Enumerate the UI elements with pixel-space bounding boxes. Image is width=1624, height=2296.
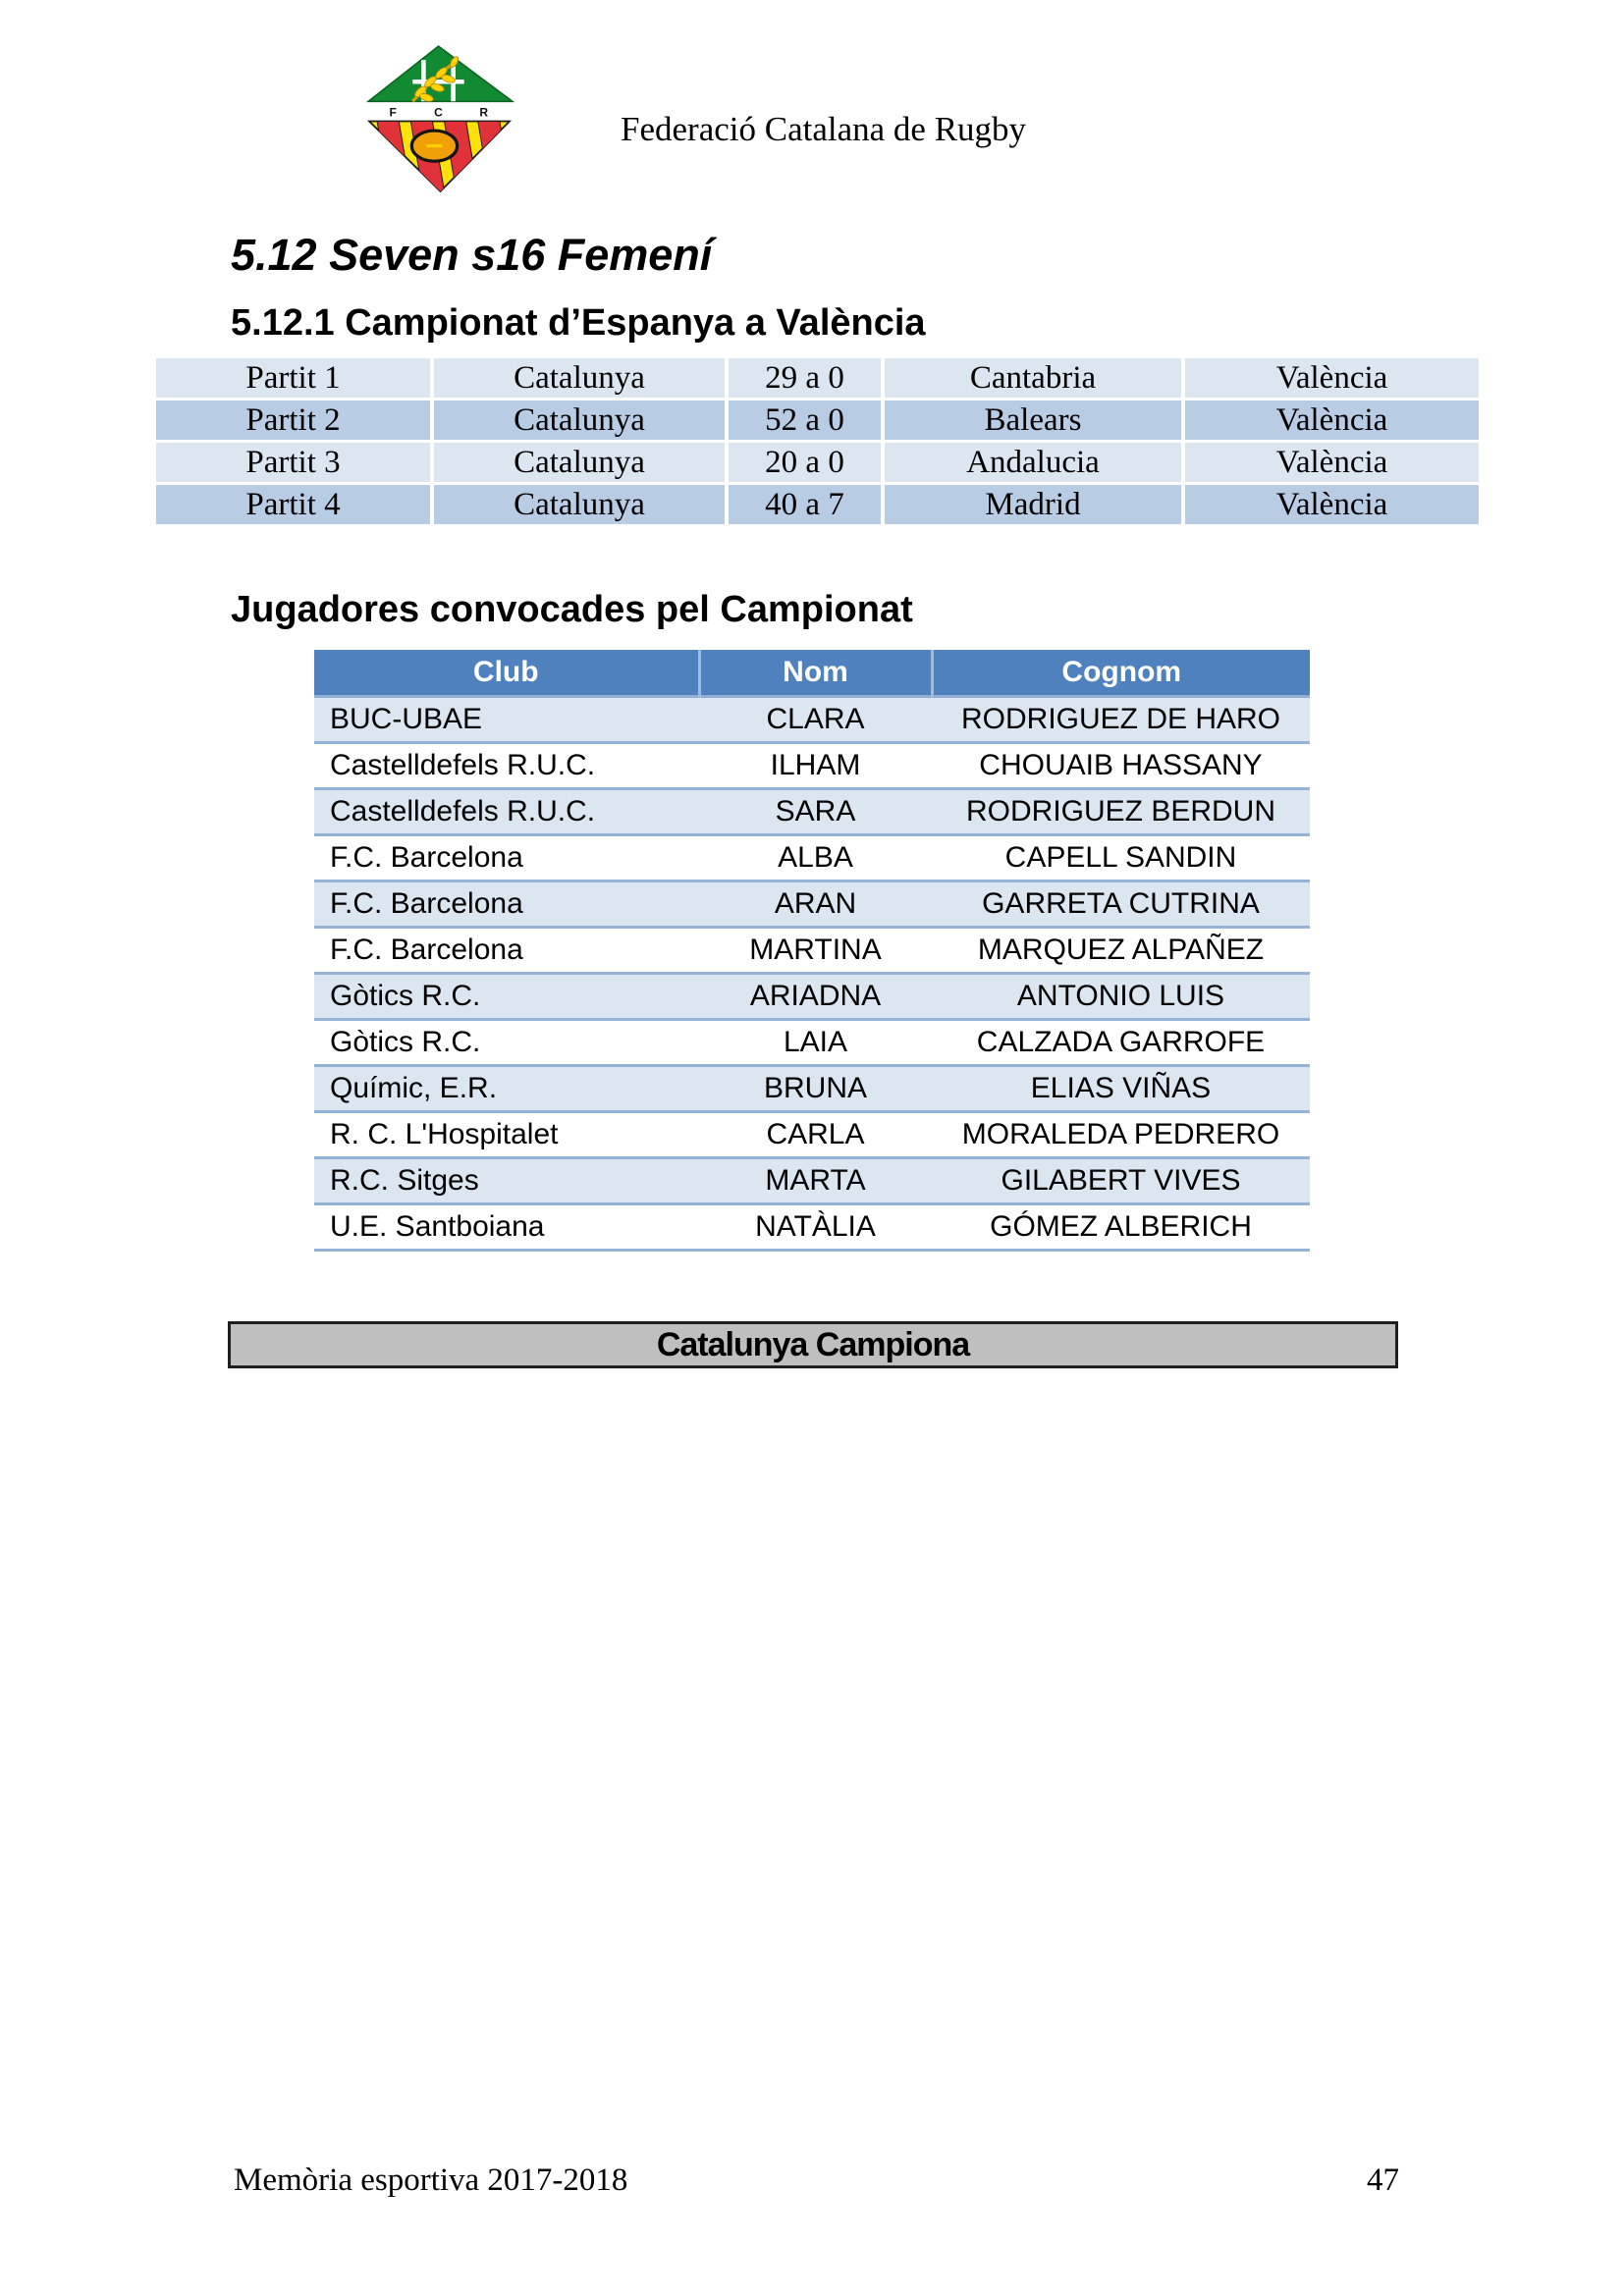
table-cell: F.C. Barcelona bbox=[330, 841, 523, 874]
table-cell: CLARA bbox=[766, 703, 865, 735]
table-cell: F.C. Barcelona bbox=[330, 934, 523, 966]
column-header-club: Club bbox=[314, 650, 699, 697]
table-cell: GARRETA CUTRINA bbox=[982, 887, 1260, 920]
table-cell: Madrid bbox=[885, 485, 1181, 524]
table-cell: CALZADA GARROFE bbox=[976, 1026, 1266, 1058]
table-cell: València bbox=[1185, 485, 1479, 524]
table-cell: Partit 3 bbox=[156, 443, 430, 482]
players-section-title: Jugadores convocades pel Campionat bbox=[231, 589, 913, 630]
footer-report-title: Memòria esportiva 2017-2018 bbox=[234, 2163, 628, 2198]
table-row bbox=[314, 743, 1310, 789]
table-row bbox=[314, 1112, 1310, 1158]
table-cell: RODRIGUEZ BERDUN bbox=[965, 795, 1275, 828]
column-header-cognom: Cognom bbox=[932, 650, 1310, 697]
table-cell: Catalunya bbox=[434, 443, 725, 482]
table-cell: CARLA bbox=[766, 1118, 865, 1150]
table-row bbox=[314, 1158, 1310, 1204]
table-cell: ARAN bbox=[774, 887, 857, 920]
table-cell: Químic, E.R. bbox=[330, 1072, 498, 1104]
org-name: Federació Catalana de Rugby bbox=[621, 110, 1027, 148]
table-cell: 52 a 0 bbox=[729, 400, 881, 440]
table-cell: ANTONIO LUIS bbox=[1016, 980, 1225, 1012]
table-cell: LAIA bbox=[783, 1026, 848, 1058]
table-cell: Partit 4 bbox=[156, 485, 430, 524]
table-cell: GÓMEZ ALBERICH bbox=[990, 1210, 1252, 1243]
table-cell: Andalucia bbox=[885, 443, 1181, 482]
table-cell: ILHAM bbox=[770, 749, 861, 781]
table-cell: F.C. Barcelona bbox=[330, 887, 523, 920]
logo-rugby-ball bbox=[411, 131, 457, 161]
table-cell: CHOUAIB HASSANY bbox=[979, 749, 1263, 781]
table-cell: MARTINA bbox=[749, 934, 882, 966]
table-cell: Balears bbox=[885, 400, 1181, 440]
table-row bbox=[156, 358, 1479, 398]
table-cell: Castelldefels R.U.C. bbox=[330, 795, 596, 828]
matches-table-body bbox=[156, 358, 1479, 524]
table-cell: BUC-UBAE bbox=[330, 703, 483, 735]
table-cell: BRUNA bbox=[763, 1072, 867, 1104]
table-cell: València bbox=[1185, 358, 1479, 398]
players-table-body bbox=[314, 697, 1310, 1251]
table-row bbox=[314, 1204, 1310, 1251]
table-row bbox=[314, 881, 1310, 928]
table-row bbox=[156, 443, 1479, 482]
svg-text:C: C bbox=[434, 105, 443, 120]
table-cell: ELIAS VIÑAS bbox=[1030, 1072, 1212, 1104]
table-cell: Gòtics R.C. bbox=[330, 980, 481, 1012]
section-title-main: 5.12 Seven s16 Femení bbox=[231, 230, 713, 280]
table-cell: MORALEDA PEDRERO bbox=[961, 1118, 1280, 1150]
table-row bbox=[314, 789, 1310, 835]
table-row bbox=[314, 974, 1310, 1020]
table-cell: Cantabria bbox=[885, 358, 1181, 398]
page-footer bbox=[234, 2163, 1399, 2199]
table-cell: NATÀLIA bbox=[755, 1210, 876, 1243]
table-row bbox=[314, 1020, 1310, 1066]
champion-banner-label: Catalunya Campiona bbox=[656, 1325, 970, 1363]
footer-page-number: 47 bbox=[1367, 2163, 1399, 2198]
table-cell: Catalunya bbox=[434, 485, 725, 524]
table-row bbox=[156, 400, 1479, 440]
table-cell: ALBA bbox=[778, 841, 853, 874]
table-cell: GILABERT VIVES bbox=[1001, 1164, 1241, 1197]
table-row bbox=[314, 835, 1310, 881]
table-cell: 20 a 0 bbox=[729, 443, 881, 482]
table-cell: València bbox=[1185, 443, 1479, 482]
table-cell: 29 a 0 bbox=[729, 358, 881, 398]
table-cell: Partit 1 bbox=[156, 358, 430, 398]
table-cell: R.C. Sitges bbox=[330, 1164, 479, 1197]
table-cell: MARQUEZ ALPAÑEZ bbox=[977, 934, 1265, 966]
players-table bbox=[314, 650, 1310, 1252]
table-cell: Catalunya bbox=[434, 358, 725, 398]
table-cell: SARA bbox=[775, 795, 856, 828]
section-title-sub: 5.12.1 Campionat d’Espanya a València bbox=[231, 302, 926, 344]
table-cell: València bbox=[1185, 400, 1479, 440]
table-row bbox=[156, 485, 1479, 524]
table-cell: Castelldefels R.U.C. bbox=[330, 749, 596, 781]
table-row bbox=[314, 1066, 1310, 1112]
table-cell: U.E. Santboiana bbox=[330, 1210, 545, 1243]
column-header-nom: Nom bbox=[699, 650, 932, 697]
table-cell: MARTA bbox=[765, 1164, 866, 1197]
matches-table bbox=[152, 355, 1483, 527]
table-row bbox=[314, 928, 1310, 974]
svg-text:F: F bbox=[389, 105, 397, 120]
fcr-logo bbox=[361, 44, 516, 195]
table-cell: ARIADNA bbox=[749, 980, 882, 1012]
svg-text:R: R bbox=[479, 105, 489, 120]
table-cell: CAPELL SANDIN bbox=[1004, 841, 1237, 874]
table-cell: Partit 2 bbox=[156, 400, 430, 440]
players-table-header bbox=[314, 650, 1310, 697]
table-cell: RODRIGUEZ DE HARO bbox=[960, 703, 1281, 735]
table-row bbox=[314, 697, 1310, 743]
table-cell: Gòtics R.C. bbox=[330, 1026, 481, 1058]
table-cell: Catalunya bbox=[434, 400, 725, 440]
champion-banner bbox=[228, 1321, 1398, 1368]
table-cell: R. C. L'Hospitalet bbox=[330, 1118, 559, 1150]
logo-fcr-letters bbox=[390, 105, 489, 119]
table-cell: 40 a 7 bbox=[729, 485, 881, 524]
